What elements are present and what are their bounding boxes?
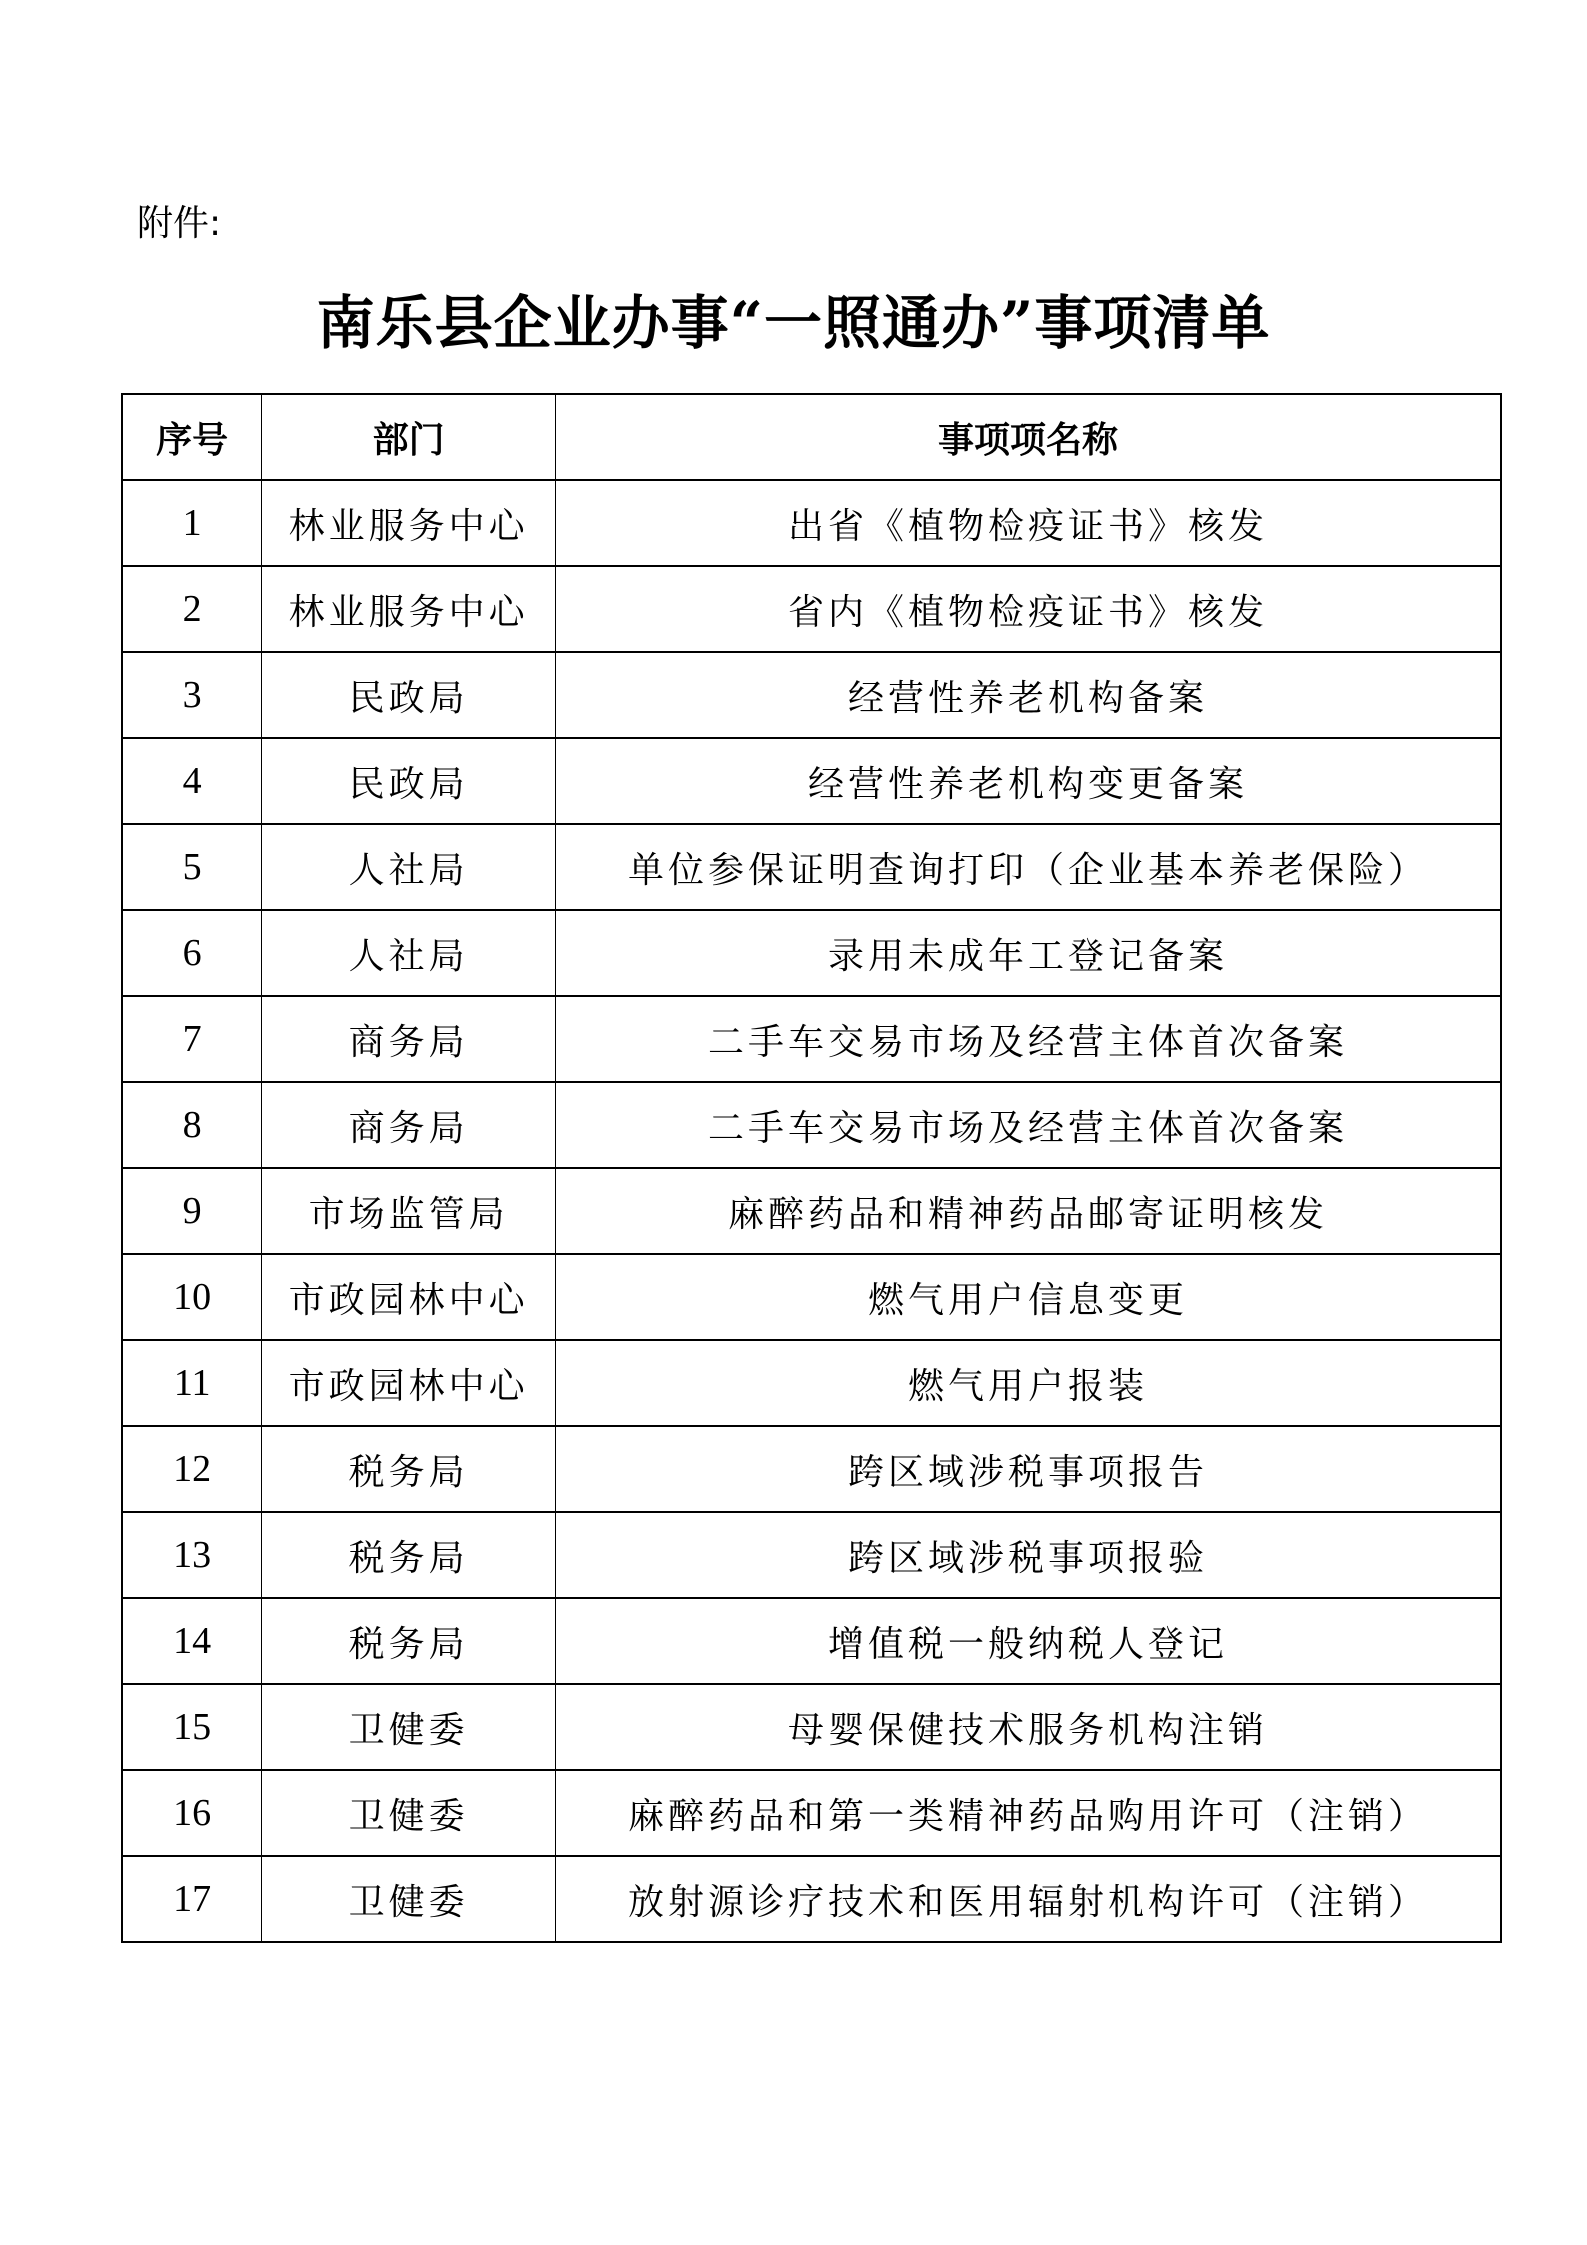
row-number: 2	[122, 566, 262, 652]
row-item-name: 省内《植物检疫证书》核发	[555, 566, 1501, 652]
row-item-name: 经营性养老机构变更备案	[555, 738, 1501, 824]
row-item-name: 经营性养老机构备案	[555, 652, 1501, 738]
row-number: 11	[122, 1340, 262, 1426]
row-department: 市政园林中心	[262, 1254, 556, 1340]
row-department: 林业服务中心	[262, 566, 556, 652]
row-number: 4	[122, 738, 262, 824]
row-number: 17	[122, 1856, 262, 1942]
row-item-name: 跨区域涉税事项报验	[555, 1512, 1501, 1598]
row-department: 税务局	[262, 1512, 556, 1598]
table-row	[122, 566, 1501, 652]
row-item-name: 母婴保健技术服务机构注销	[555, 1684, 1501, 1770]
row-department: 商务局	[262, 1082, 556, 1168]
table-row	[122, 1598, 1501, 1684]
row-department: 市场监管局	[262, 1168, 556, 1254]
table-row	[122, 652, 1501, 738]
items-table	[121, 393, 1502, 1943]
table-body	[122, 480, 1501, 1942]
row-item-name: 跨区域涉税事项报告	[555, 1426, 1501, 1512]
row-department: 民政局	[262, 652, 556, 738]
row-department: 林业服务中心	[262, 480, 556, 566]
row-item-name: 麻醉药品和精神药品邮寄证明核发	[555, 1168, 1501, 1254]
row-department: 民政局	[262, 738, 556, 824]
row-number: 15	[122, 1684, 262, 1770]
row-number: 16	[122, 1770, 262, 1856]
header-department: 部门	[262, 394, 556, 480]
table-row	[122, 1770, 1501, 1856]
document-title: 南乐县企业办事“一照通办”事项清单	[316, 289, 1271, 357]
table-row	[122, 910, 1501, 996]
row-number: 5	[122, 824, 262, 910]
row-item-name: 单位参保证明查询打印（企业基本养老保险）	[555, 824, 1501, 910]
row-number: 14	[122, 1598, 262, 1684]
attachment-label: 附件:	[137, 203, 222, 244]
row-item-name: 二手车交易市场及经营主体首次备案	[555, 1082, 1501, 1168]
row-number: 13	[122, 1512, 262, 1598]
row-department: 税务局	[262, 1598, 556, 1684]
row-department: 卫健委	[262, 1684, 556, 1770]
row-item-name: 放射源诊疗技术和医用辐射机构许可（注销）	[555, 1856, 1501, 1942]
row-department: 卫健委	[262, 1856, 556, 1942]
row-item-name: 二手车交易市场及经营主体首次备案	[555, 996, 1501, 1082]
table-row	[122, 1426, 1501, 1512]
table-row	[122, 1254, 1501, 1340]
row-department: 人社局	[262, 824, 556, 910]
row-item-name: 燃气用户信息变更	[555, 1254, 1501, 1340]
row-department: 市政园林中心	[262, 1340, 556, 1426]
table-row	[122, 824, 1501, 910]
header-item-name: 事项项名称	[555, 394, 1501, 480]
row-department: 税务局	[262, 1426, 556, 1512]
row-department: 人社局	[262, 910, 556, 996]
row-number: 6	[122, 910, 262, 996]
row-number: 9	[122, 1168, 262, 1254]
table-row	[122, 1512, 1501, 1598]
table-row	[122, 1856, 1501, 1942]
row-number: 8	[122, 1082, 262, 1168]
row-item-name: 增值税一般纳税人登记	[555, 1598, 1501, 1684]
row-item-name: 出省《植物检疫证书》核发	[555, 480, 1501, 566]
header-no: 序号	[122, 394, 262, 480]
table-row	[122, 1340, 1501, 1426]
table-row	[122, 738, 1501, 824]
row-number: 12	[122, 1426, 262, 1512]
table-row	[122, 1684, 1501, 1770]
row-number: 1	[122, 480, 262, 566]
row-item-name: 录用未成年工登记备案	[555, 910, 1501, 996]
row-number: 3	[122, 652, 262, 738]
row-item-name: 燃气用户报装	[555, 1340, 1501, 1426]
row-item-name: 麻醉药品和第一类精神药品购用许可（注销）	[555, 1770, 1501, 1856]
table-row	[122, 996, 1501, 1082]
row-department: 卫健委	[262, 1770, 556, 1856]
table-header-row	[122, 394, 1501, 480]
row-number: 7	[122, 996, 262, 1082]
row-department: 商务局	[262, 996, 556, 1082]
row-number: 10	[122, 1254, 262, 1340]
table-row	[122, 480, 1501, 566]
table-row	[122, 1168, 1501, 1254]
table-row	[122, 1082, 1501, 1168]
